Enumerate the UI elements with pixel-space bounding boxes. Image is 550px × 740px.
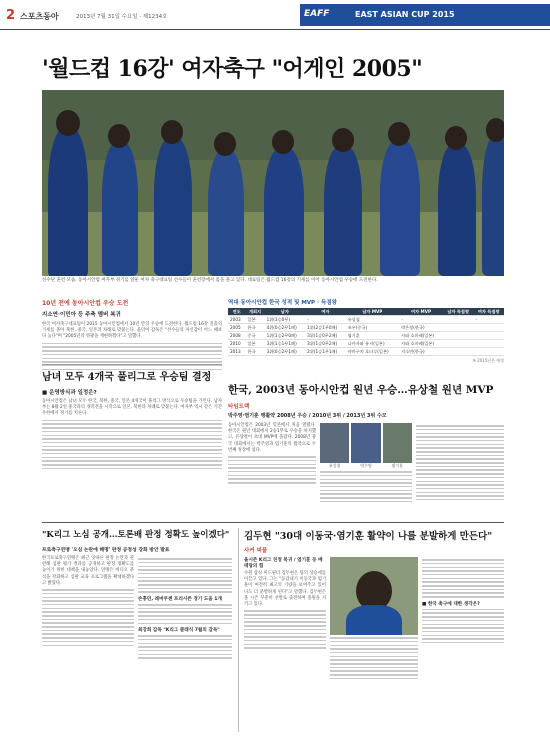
player-figure	[154, 138, 192, 276]
portrait-caption: 염기훈	[391, 463, 404, 468]
page-header	[0, 0, 550, 30]
bottom-right-subhead: ■ 한국 축구에 대한 생각은?	[422, 601, 480, 607]
text-filler	[42, 343, 222, 370]
table-header-row	[228, 308, 504, 316]
portrait-body	[346, 605, 402, 635]
player-head	[108, 124, 130, 148]
text-filler	[42, 420, 222, 469]
left-mid-story	[42, 388, 222, 471]
photo-caption: 선수단 훈련 모습. 동아시안컵 여자부 경기를 앞둔 여자 축구대표팀 선수들이 훈련장에서 몸을 풀고 있다. 대표팀은 월드컵 16강의 기세를 이어 동아시안컵 우승에 도전한다.	[42, 278, 378, 283]
table-cell: 일본	[245, 316, 264, 324]
text-filler	[228, 456, 316, 483]
bottom-right-headline: 김두현 "30대 이동국·염기훈 활약이 나를 분발하게 만든다"	[244, 531, 493, 542]
table-cell: 3위(0승2무1패)	[265, 348, 306, 356]
table-header: 여자 득점왕	[473, 308, 504, 316]
bottom-right-label: 사커 피플	[244, 548, 268, 554]
table-cell	[443, 332, 474, 340]
table-cell: 2010	[228, 340, 245, 348]
portrait-photo	[351, 423, 380, 463]
table-cell: 2003	[228, 316, 245, 324]
table-cell	[473, 332, 504, 340]
table-cell: 박은정(한국)	[399, 324, 443, 332]
player-figure	[102, 142, 138, 276]
player-figure	[264, 148, 304, 276]
table-cell: 염기훈	[346, 332, 399, 340]
right-mid-label: 타임트랙	[228, 404, 250, 410]
player-figure	[324, 146, 362, 276]
main-story-text	[42, 298, 222, 372]
table-header: 여자 MVP	[399, 308, 443, 316]
player-portraits	[320, 423, 412, 463]
bottom-right-body: 수원 삼성 미드필더 김두현은 팀의 상승세를 이끌고 있다. 그는 "동갑내기 이동국과 염기훈이 여전히 최고의 기량을 보여주고 있어 나도 더 분발하게 된다"고 말했다. 김두현은 올 시즌 꾸준히 선발로 출전하며 중원을 지키고 있다.	[244, 571, 326, 608]
table-header: 남자	[265, 308, 306, 316]
portrait-photo	[330, 557, 418, 635]
text-filler	[330, 637, 418, 679]
text-filler	[138, 604, 232, 624]
table-cell: 중국	[245, 332, 264, 340]
main-subhead: 10년 전에 동아시안컵 우승 도전	[42, 300, 129, 307]
bottom-left-story	[42, 546, 232, 661]
player-head	[272, 130, 294, 154]
table-cell	[473, 324, 504, 332]
right-mid-body: 동아시안컵은 2003년 일본에서 처음 열렸다. 한국은 원년 대회에서 2승1무로 우승을 차지했고, 유상철이 초대 MVP에 올랐다. 2008년 중국 대회에서는 박주영과 염기훈의 활약으로 두 번째 정상에 섰다.	[228, 423, 316, 453]
table-row	[228, 348, 504, 356]
table-row	[228, 332, 504, 340]
player-head	[486, 118, 504, 142]
issue-date: 2013년 7월 31일 수요일 · 제1234호	[76, 14, 168, 20]
table-cell: -	[305, 316, 346, 324]
text-filler	[138, 558, 232, 593]
table-row	[228, 316, 504, 324]
table-header: 연도	[228, 308, 245, 316]
column-divider	[238, 528, 239, 732]
player-figure	[48, 128, 88, 276]
table-cell: 2005	[228, 324, 245, 332]
brand-logo: 스포츠동아	[20, 12, 59, 21]
left-mid-headline: 남녀 모두 4개국 풀리그로 우승팀 결정	[42, 372, 212, 383]
bottom-left-headline: "K리그 노심 공개…토론배 판정 정확도 높이겠다"	[42, 530, 230, 540]
table-cell: -	[473, 316, 504, 324]
text-filler	[422, 559, 504, 597]
team-photo	[42, 90, 504, 276]
table-cell: 3위(1승1무1패)	[265, 340, 306, 348]
records-table-box	[228, 298, 504, 364]
right-mid-headline: 한국, 2003년 동아시안컵 원년 우승…유상철 원년 MVP	[228, 384, 494, 396]
table-row	[228, 340, 504, 348]
player-figure	[380, 140, 420, 276]
table-footnote: ※ 2015년은 예정	[472, 358, 504, 363]
table-cell: 야마구치 호타루(일본)	[346, 348, 399, 356]
table-header: 남자 MVP	[346, 308, 399, 316]
bottom-right-lead: 올시즌 K리그 친정 복귀 / 염기훈 등 베테랑의 힘	[244, 558, 323, 569]
table-cell	[443, 340, 474, 348]
portrait-photo	[320, 423, 349, 463]
player-head	[161, 120, 183, 144]
table-cell: 1위(3승0무)	[265, 316, 306, 324]
player-head	[445, 126, 467, 150]
text-filler	[422, 609, 504, 644]
table-cell: 사와 호마레(일본)	[399, 332, 443, 340]
table-cell: -	[399, 316, 443, 324]
player-figure	[438, 144, 476, 276]
player-head	[332, 128, 354, 152]
player-figure	[208, 150, 244, 276]
section-divider	[42, 522, 504, 523]
table-cell: 조우(중국)	[346, 324, 399, 332]
table-cell: 4위(0승2무1패)	[265, 324, 306, 332]
table-cell: 2위(1승1무1패)	[305, 348, 346, 356]
table-row	[228, 324, 504, 332]
table-cell: 일본	[245, 340, 264, 348]
table-cell: 한국	[245, 324, 264, 332]
right-mid-story	[228, 402, 504, 504]
section-divider	[42, 364, 222, 365]
eaff-logo: EAFF	[304, 9, 330, 19]
main-subhead-2: 지소연·이민아 등 주축 멤버 복귀	[42, 312, 121, 318]
player-head	[56, 110, 80, 136]
table-header: 여자	[305, 308, 346, 316]
table-cell: 지소연(한국)	[399, 348, 443, 356]
table-cell	[473, 340, 504, 348]
table-cell	[443, 348, 474, 356]
text-filler	[138, 635, 232, 659]
header-divider	[0, 29, 550, 30]
table-cell: 1위(1승2무0패)	[265, 332, 306, 340]
table-cell: 3위(1승0무2패)	[305, 332, 346, 340]
portrait-caption: 박주영	[360, 463, 372, 468]
table-cell: 3위(1승0무2패)	[305, 340, 346, 348]
section-title: EAST ASIAN CUP 2015	[355, 10, 455, 19]
table-cell: 나카자와 유지(일본)	[346, 340, 399, 348]
page-number: 2	[6, 8, 16, 23]
player-figure	[482, 136, 504, 276]
player-head	[214, 132, 236, 156]
table-cell: 2013	[228, 348, 245, 356]
table-cell	[443, 324, 474, 332]
text-filler	[244, 610, 326, 648]
portrait-caption: 유상철	[328, 463, 341, 468]
bottom-left-lead: 프로축구연맹 '오심 논란에 해명' 판정 공정성 강화 방안 발표	[42, 548, 170, 553]
records-table	[228, 308, 504, 356]
left-mid-body: 동아시안컵은 남녀 모두 한국, 북한, 중국, 일본 4개국이 풀리그 방식으로 우승팀을 가린다. 남자부는 8월 2일 중국과의 개막전을 시작으로 일본, 북한과 차례로 맞붙는다. 여자부 역시 같은 기간 우한에서 경기를 치른다.	[42, 399, 222, 417]
right-mid-lead: 박주영·염기훈 맹활약 2008년 우승 / 2010년 3위 / 2013년 3위 수모	[228, 413, 387, 419]
table-cell: 2008	[228, 332, 245, 340]
table-cell	[473, 348, 504, 356]
player-head	[388, 122, 410, 146]
bottom-right-story	[244, 546, 504, 681]
table-title: 역대 동아시안컵 한국 성적 및 MVP · 득점왕	[228, 300, 337, 306]
text-filler	[42, 589, 134, 646]
portrait-photo	[383, 423, 412, 463]
main-headline: '월드컵 16강' 여자축구 "어게인 2005"	[42, 56, 423, 82]
table-cell: 1위(2승1무0패)	[305, 324, 346, 332]
main-story-body: 한국 여자축구대표팀이 2015 동아시안컵에서 10년 만의 우승에 도전한다. 월드컵 16강 진출의 기세를 몰아 북한, 중국, 일본과 차례로 맞붙는다. 윤덕여 감독은 "선수들의 자신감이 어느 때보다 높다"며 "2005년의 영광을 재현하겠다"고 말했다.	[42, 322, 222, 340]
left-mid-label: ■ 운영방식과 일정은?	[42, 390, 97, 396]
table-header: 개최지	[245, 308, 264, 316]
bottom-left-body: 한국프로축구연맹은 최근 잇따른 판정 논란과 관련해 심판 평가 결과를 공개하고 판정 정확도를 높이기 위한 대책을 내놓았다. 연맹은 비디오 분석을 강화하고 심판 교육 프로그램을 확대하겠다고 밝혔다.	[42, 556, 134, 586]
table-header: 남자 득점왕	[443, 308, 474, 316]
table-cell: 유상철	[346, 316, 399, 324]
text-filler	[320, 471, 412, 502]
brief-headline: 손흥민, 레버쿠젠 프리시즌 경기 도움 1개	[138, 596, 222, 602]
text-filler	[416, 423, 504, 504]
table-cell	[443, 316, 474, 324]
table-cell: 한국	[245, 348, 264, 356]
table-cell: 사와 호마레(일본)	[399, 340, 443, 348]
brief-headline: 최강희 감독 "K리그 클래식 7월의 감독"	[138, 628, 220, 633]
